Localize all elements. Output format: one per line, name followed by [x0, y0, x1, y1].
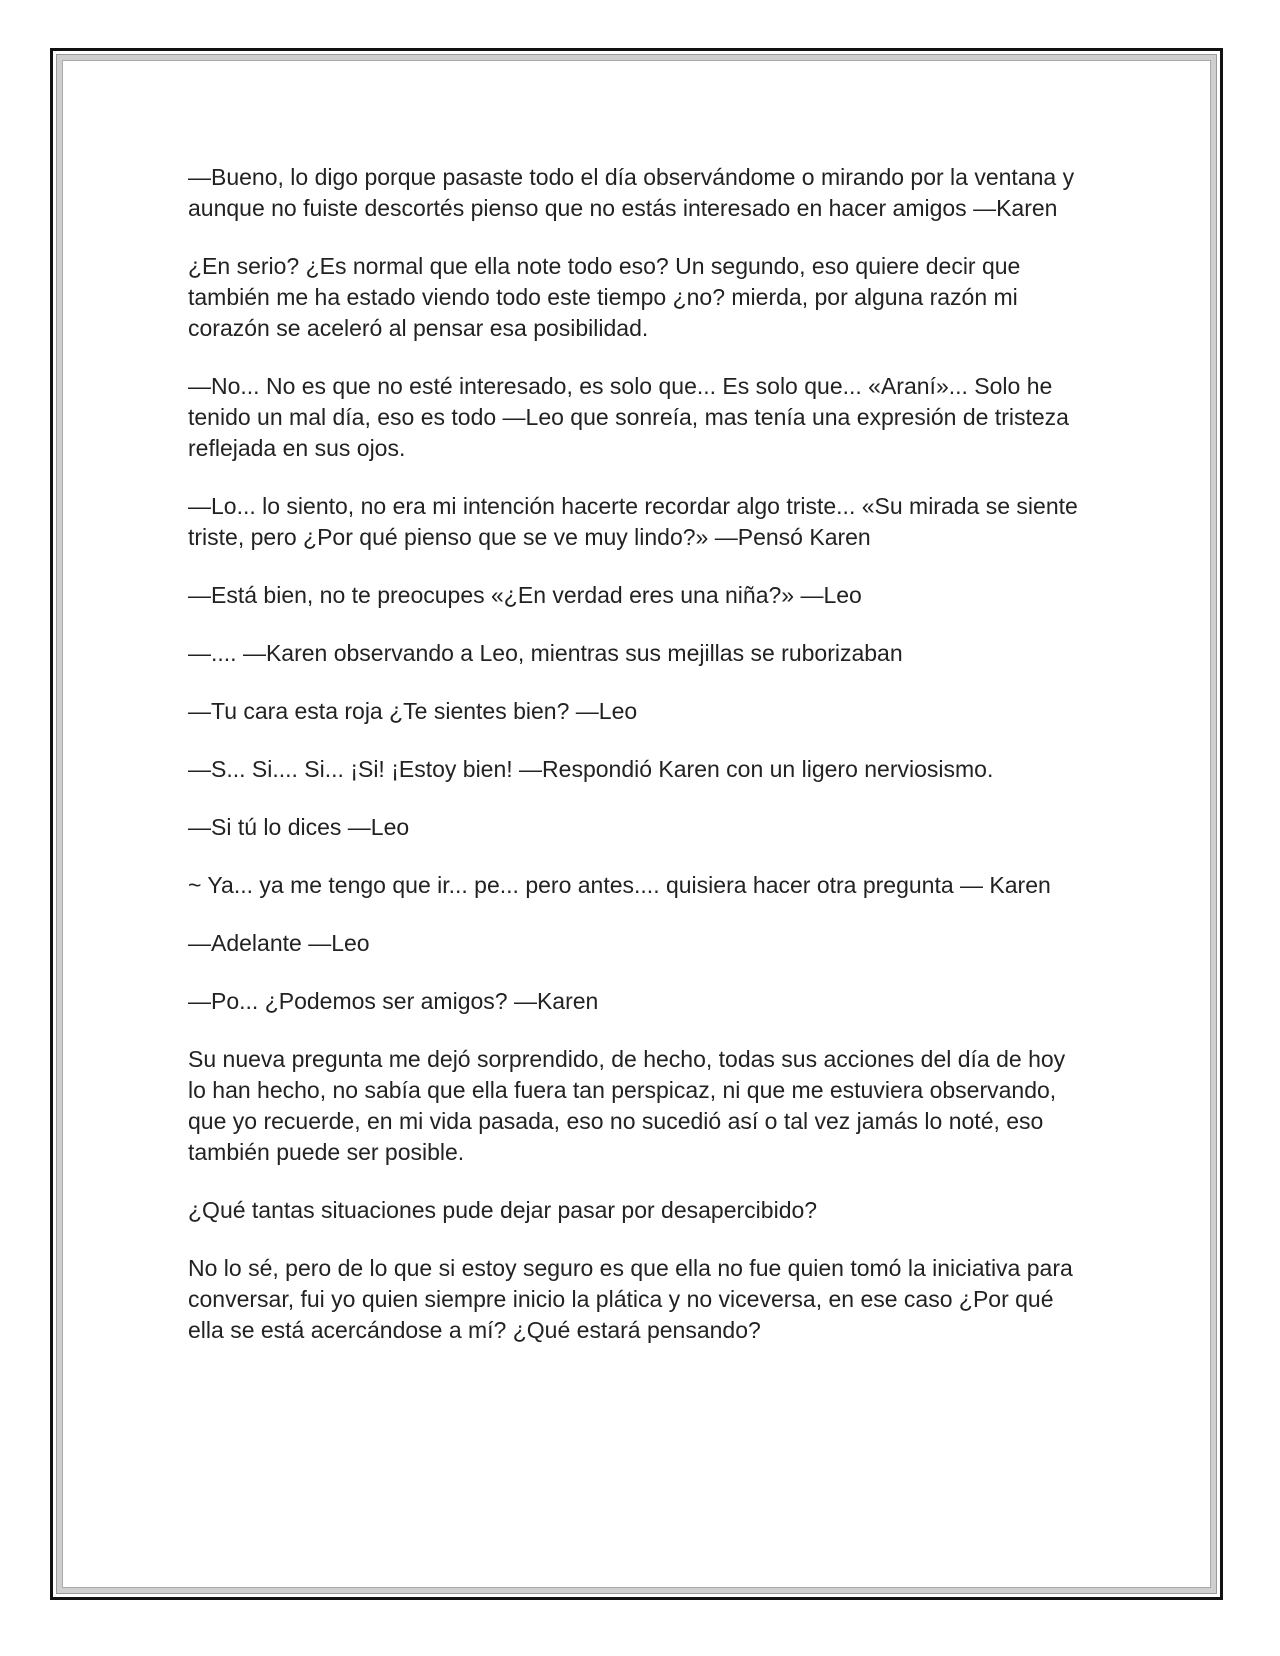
paragraph: —Bueno, lo digo porque pasaste todo el día observándome o mirando por la ventana y aunque no fuiste descortés pienso que no estás interesado en hacer amigos —Karen [188, 164, 1075, 221]
paragraph: —.... —Karen observando a Leo, mientras sus mejillas se ruborizaban [188, 640, 903, 666]
paragraph: —No... No es que no esté interesado, es solo que... Es solo que... «Araní»... Solo he tenido un mal día, eso es todo —Leo que sonreía, mas tenía una expresión de tristeza reflejada en sus ojos. [188, 373, 1069, 461]
page-frame [57, 55, 1216, 1593]
page-border [50, 48, 1223, 1600]
paragraph: —S... Si.... Si... ¡Si! ¡Estoy bien! —Respondió Karen con un ligero nerviosismo. [188, 756, 994, 782]
paragraph: ~ Ya... ya me tengo que ir... pe... pero antes.... quisiera hacer otra pregunta — Karen [188, 872, 1051, 898]
paragraph: —Lo... lo siento, no era mi intención hacerte recordar algo triste... «Su mirada se siente triste, pero ¿Por qué pienso que se ve muy lindo?» —Pensó Karen [188, 493, 1078, 550]
document-body [188, 162, 1088, 1373]
paragraph: —Está bien, no te preocupes «¿En verdad eres una niña?» —Leo [188, 582, 862, 608]
paragraph: ¿Qué tantas situaciones pude dejar pasar por desapercibido? [188, 1197, 818, 1223]
paragraph: —Tu cara esta roja ¿Te sientes bien? —Leo [188, 698, 638, 724]
paragraph: —Adelante —Leo [188, 930, 370, 956]
paragraph: —Po... ¿Podemos ser amigos? —Karen [188, 988, 599, 1014]
paragraph: ¿En serio? ¿Es normal que ella note todo eso? Un segundo, eso quiere decir que también me ha estado viendo todo este tiempo ¿no? mierda, por alguna razón mi corazón se aceleró al pensar esa posibilidad. [188, 253, 1021, 341]
paragraph: Su nueva pregunta me dejó sorprendido, de hecho, todas sus acciones del día de hoy lo han hecho, no sabía que ella fuera tan perspicaz, ni que me estuviera observando, que yo recuerde, en mi vida pasada, eso no sucedió así o tal vez jamás lo noté, eso también puede ser posible. [188, 1046, 1066, 1165]
paragraph: —Si tú lo dices —Leo [188, 814, 410, 840]
paragraph: No lo sé, pero de lo que si estoy seguro es que ella no fue quien tomó la iniciativa para conversar, fui yo quien siempre inicio la plática y no viceversa, en ese caso ¿Por qué ella se está acercándose a mí? ¿Qué estará pensando? [188, 1255, 1073, 1343]
